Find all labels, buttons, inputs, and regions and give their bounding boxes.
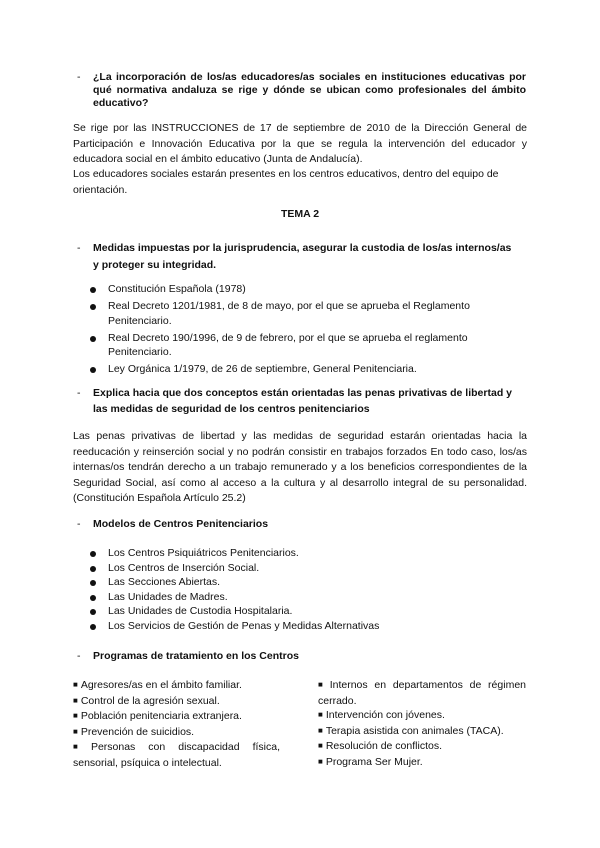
bullet-dot-icon — [90, 609, 96, 615]
bullet-dot-icon — [90, 367, 96, 373]
dash-marker: - — [77, 518, 81, 530]
programs-right-column — [318, 678, 526, 771]
square-bullet-icon: ■ — [318, 710, 323, 720]
list-item — [88, 575, 528, 590]
question-4-text: Modelos de Centros Penitenciarios — [93, 518, 269, 530]
program-item-text: Población penitenciaria extranjera. — [80, 710, 242, 723]
bullet-dot-icon — [90, 304, 96, 310]
question-3 — [77, 385, 513, 417]
program-item — [318, 755, 526, 771]
list-item-text: Las Secciones Abiertas. — [108, 576, 221, 588]
program-item-text: Prevención de suicidios. — [80, 725, 195, 738]
list-item-text: Real Decreto 1201/1981, de 8 de mayo, por el que se aprueba el Reglamento Penitenciario. — [108, 300, 470, 327]
paragraph-1: Se rige por las INSTRUCCIONES de 17 de septiembre de 2010 de la Dirección General de Participación e Innovación Educativa por la que se regula la intervención del educador y educadora social en el ámbito educativo (Junta de Andalucía). — [73, 122, 527, 165]
question-2-text: Medidas impuestas por la jurisprudencia, asegurar la custodia de los/as internos/as y proteger su integridad. — [93, 242, 512, 271]
question-4 — [77, 518, 526, 531]
square-bullet-icon: ■ — [73, 695, 78, 705]
bullet-dot-icon — [90, 595, 96, 601]
square-bullet-icon: ■ — [318, 680, 327, 689]
program-item-text: Agresores/as en el ámbito familiar. — [80, 679, 242, 691]
list-item-text: Ley Orgánica 1/1979, de 26 de septiembre, General Penitenciaria. — [108, 363, 417, 375]
program-item-text: Internos en departamentos de régimen cerrado. — [318, 679, 526, 707]
legal-list — [88, 282, 528, 379]
question-2 — [77, 240, 513, 274]
program-item — [318, 678, 526, 708]
paragraph-3: Las penas privativas de libertad y las medidas de seguridad estarán orientadas hacia la reeducación y reinserción social y no podrán consistir en trabajos forzados En todo caso, los/as internas/os tendrán derecho a un trabajo remunerado y a los beneficios correspondientes de la Seguridad Social, así como al acceso a la cultura y al desarrollo integral de su personalidad. (Constitución Española Artículo 25.2) — [73, 430, 527, 504]
list-item — [88, 561, 528, 576]
list-item-text: Los Centros Psiquiátricos Penitenciarios. — [108, 547, 299, 559]
list-item-text: Los Centros de Inserción Social. — [108, 561, 260, 574]
question-5-text: Programas de tratamiento en los Centros — [93, 650, 299, 662]
square-bullet-icon: ■ — [73, 726, 78, 736]
list-item — [88, 619, 528, 634]
question-3-text: Explica hacia que dos conceptos están orientadas las penas privativas de libertad y las medidas de seguridad de los centros penitenciarios — [93, 387, 512, 415]
program-item — [73, 694, 280, 710]
tema-heading: TEMA 2 — [280, 208, 320, 220]
program-item — [73, 740, 280, 770]
bullet-dot-icon — [90, 287, 96, 293]
list-item — [88, 331, 528, 360]
square-bullet-icon: ■ — [318, 756, 323, 766]
square-bullet-icon: ■ — [318, 725, 323, 735]
paragraph-2: Los educadores sociales estarán presentes en los centros educativos, dentro del equipo de orientación. — [73, 168, 499, 196]
bullet-dot-icon — [90, 624, 96, 630]
bullet-dot-icon — [90, 566, 96, 572]
bullet-dot-icon — [90, 551, 96, 557]
list-item — [88, 546, 528, 561]
program-item-text: Terapia asistida con animales (TACA). — [325, 724, 504, 737]
program-item-text: Programa Ser Mujer. — [325, 755, 423, 768]
list-item-text: Real Decreto 190/1996, de 9 de febrero, por el que se aprueba el reglamento Penitenciario. — [108, 331, 468, 358]
list-item-text: Las Unidades de Madres. — [108, 590, 228, 603]
program-item — [318, 708, 526, 724]
program-item — [318, 739, 526, 755]
list-item-text: Las Unidades de Custodia Hospitalaria. — [108, 605, 293, 617]
question-1 — [77, 71, 526, 110]
list-item — [88, 282, 528, 297]
square-bullet-icon: ■ — [73, 742, 88, 752]
bullet-dot-icon — [90, 580, 96, 586]
program-item-text: Personas con discapacidad física, sensorial, psíquica o intelectual. — [73, 741, 280, 769]
list-item — [88, 299, 528, 328]
program-item-text: Resolución de conflictos. — [325, 740, 442, 753]
list-item-text: Los Servicios de Gestión de Penas y Medidas Alternativas — [108, 619, 380, 632]
program-item — [73, 725, 280, 741]
program-item-text: Control de la agresión sexual. — [80, 694, 220, 707]
program-item-text: Intervención con jóvenes. — [325, 709, 445, 722]
list-item — [88, 362, 528, 377]
program-item — [73, 709, 280, 725]
programs-left-column — [73, 678, 280, 771]
dash-marker: - — [77, 242, 81, 254]
square-bullet-icon: ■ — [73, 711, 78, 721]
list-item — [88, 590, 528, 605]
list-item — [88, 604, 528, 619]
square-bullet-icon: ■ — [318, 741, 323, 751]
bullet-dot-icon — [90, 336, 96, 342]
question-1-text: ¿La incorporación de los/as educadores/as sociales en instituciones educativas por qué normativa andaluza se rige y dónde se ubican como profesionales del ámbito educativo? — [93, 71, 526, 109]
program-item — [73, 678, 280, 694]
dash-marker: - — [77, 71, 81, 83]
dash-marker: - — [77, 387, 81, 399]
list-item-text: Constitución Española (1978) — [108, 283, 246, 295]
centros-list — [88, 546, 528, 633]
question-5 — [77, 650, 526, 663]
dash-marker: - — [77, 650, 81, 662]
program-item — [318, 724, 526, 740]
square-bullet-icon: ■ — [73, 680, 78, 689]
